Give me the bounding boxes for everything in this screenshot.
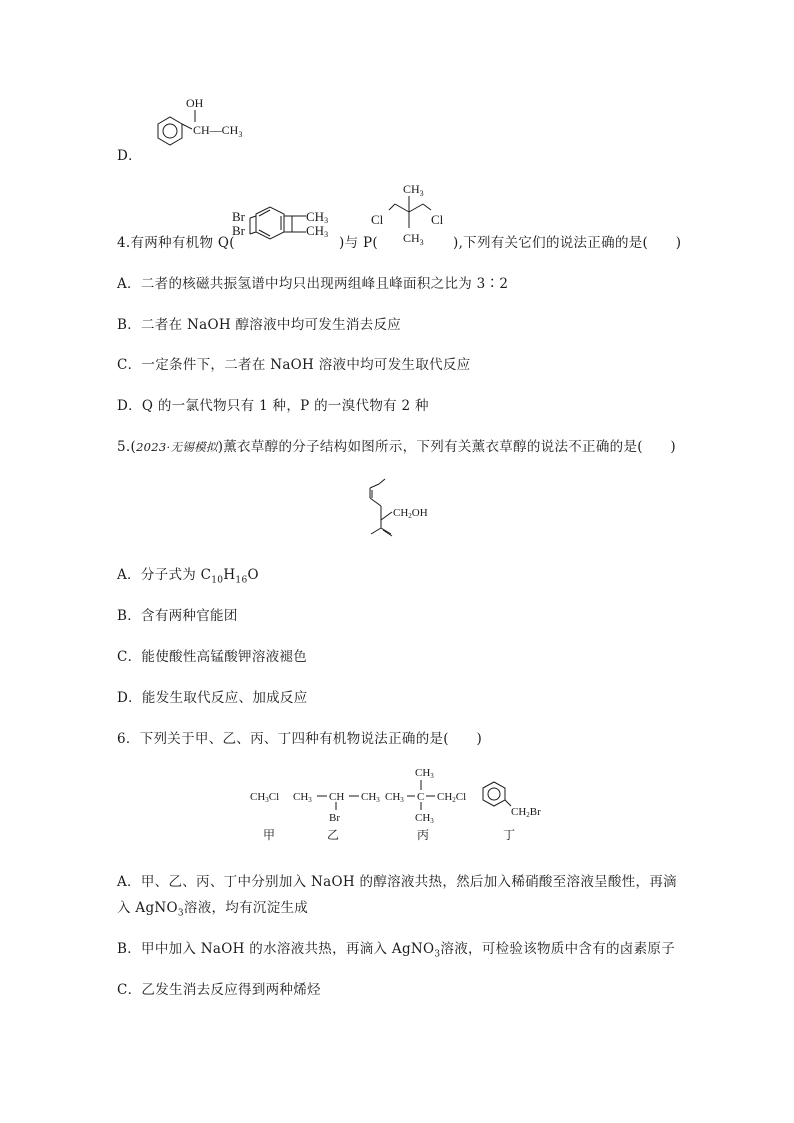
- compound-jia-formula: CH3Cl: [250, 791, 280, 804]
- benzene-aromatic-circle: [163, 124, 177, 138]
- svg-text:CH3: CH3: [415, 812, 434, 825]
- svg-text:CH3: $CH_3$: [403, 182, 424, 198]
- compound-ding-benzene: [483, 782, 505, 806]
- svg-text:Cl: Cl: [431, 212, 444, 227]
- compound-jia-label: 甲: [263, 828, 276, 842]
- q5-option-a: A．分子式为 $C_{10}H_{16}O$: [117, 567, 259, 586]
- compound-yi-label: 乙: [327, 828, 340, 842]
- q4-option-d: D．Q 的一氯代物只有 1 种，P 的一溴代物有 2 种: [117, 398, 429, 414]
- q4-stem-part-a: 4.有两种有机物 Q(: [117, 235, 235, 251]
- compound-bing-label: 丙: [417, 828, 430, 842]
- compound-yi-formula: CH3: [293, 791, 312, 804]
- q3-option-d-structure: [140, 92, 250, 162]
- svg-text:Br: Br: [232, 209, 245, 224]
- q5-lavandulol-structure: [355, 476, 445, 544]
- svg-text:CH3: CH3: [361, 791, 380, 804]
- ch-chain-label: $CH—CH_3$: [193, 123, 243, 139]
- svg-text:CH: CH: [329, 791, 345, 803]
- q5-option-d: D．能发生取代反应、加成反应: [117, 690, 308, 706]
- q4-option-b: B．二者在 NaOH 醇溶液中均可发生消去反应: [117, 317, 402, 333]
- oh-label: OH: [186, 96, 204, 110]
- benzene-ring: [158, 117, 182, 145]
- q4-option-c: C．一定条件下，二者在 NaOH 溶液中均可发生取代反应: [117, 357, 471, 373]
- q6-compounds-figure: [245, 764, 565, 844]
- q5-option-b: B．含有两种官能团: [117, 608, 238, 624]
- svg-text:C: C: [417, 791, 425, 803]
- q5-option-c: C．能使酸性高锰酸钾溶液褪色: [117, 649, 308, 665]
- ring-to-ch-bond: [182, 124, 192, 129]
- svg-text:Br: Br: [329, 812, 340, 824]
- svg-text:CH3: CH3: [415, 767, 434, 780]
- q4-stem-part-b: )与 P(: [339, 235, 378, 251]
- q6-option-a-line1: A．甲、乙、丙、丁中分别加入 NaOH 的醇溶液共热，然后加入稀硝酸至溶液呈酸性，再滴: [117, 874, 677, 890]
- svg-text:CH3: CH3: [306, 209, 329, 225]
- svg-text:Cl: Cl: [371, 212, 384, 227]
- svg-text:CH2OH: CH2OH: [393, 507, 428, 520]
- svg-text:CH2Br: CH2Br: [511, 806, 541, 819]
- q3-option-d-label: D．: [117, 148, 142, 164]
- svg-text:CH3: $CH_3$: [403, 231, 424, 247]
- q4-stem-part-c: ),下列有关它们的说法正确的是( ): [453, 235, 682, 251]
- q6-stem: 6．下列关于甲、乙、丙、丁四种有机物说法正确的是( ): [117, 731, 483, 747]
- svg-text:CH3: CH3: [385, 791, 404, 804]
- q4-structure-Q: [226, 205, 341, 245]
- q6-option-b: B．甲中加入 NaOH 的水溶液共热，再滴入 AgNO$_3$溶液，可检验该物质中含有的卤素原子: [117, 941, 676, 960]
- q5-source: 2023·无锡模拟: [136, 440, 218, 454]
- q5-stem: 5.(2023·无锡模拟)薰衣草醇的分子结构如图所示，下列有关薰衣草醇的说法不正确的是( ): [117, 439, 676, 455]
- svg-text:CH2Cl: CH2Cl: [437, 791, 467, 804]
- svg-text:CH3: CH3: [306, 223, 329, 239]
- q6-option-c: C．乙发生消去反应得到两种烯烃: [117, 982, 321, 998]
- q6-option-a-line2: 入 AgNO$_3$溶液，均有沉淀生成: [117, 900, 309, 919]
- compound-ding-label: 丁: [503, 828, 516, 842]
- svg-text:Br: Br: [232, 223, 245, 238]
- q4-structure-P: [365, 178, 455, 248]
- q4-option-a: A．二者的核磁共振氢谱中均只出现两组峰且峰面积之比为 3∶2: [117, 276, 509, 292]
